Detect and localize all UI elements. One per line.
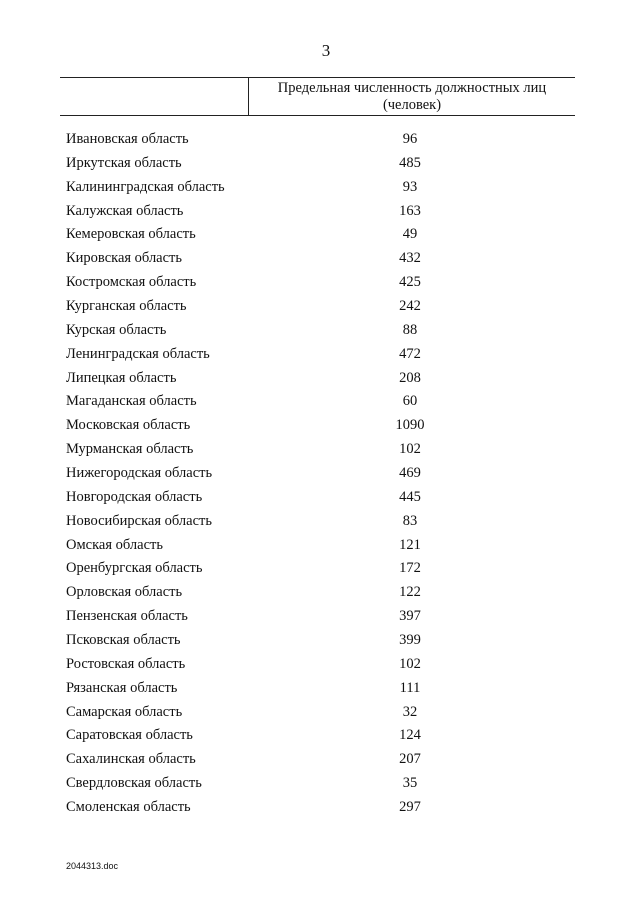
region-name: Самарская область <box>66 703 183 720</box>
table-row <box>0 247 640 271</box>
table-row <box>0 414 640 438</box>
official-count: 472 <box>399 345 421 362</box>
region-name: Костромская область <box>66 274 197 291</box>
table-row <box>0 367 640 391</box>
table-row <box>0 343 640 367</box>
region-name: Иркутская область <box>66 154 182 171</box>
table-row <box>0 605 640 629</box>
region-name: Смоленская область <box>66 799 191 816</box>
region-name: Новгородская область <box>66 488 203 505</box>
region-name: Калужская область <box>66 202 184 219</box>
table-row <box>0 271 640 295</box>
official-count: 469 <box>399 465 421 482</box>
region-name: Псковская область <box>66 632 181 649</box>
table-row <box>0 438 640 462</box>
region-name: Ростовская область <box>66 655 186 672</box>
table-row <box>0 748 640 772</box>
table-row <box>0 581 640 605</box>
official-count: 208 <box>399 369 421 386</box>
page-number: 3 <box>321 41 331 60</box>
table-row <box>0 557 640 581</box>
table-row <box>0 295 640 319</box>
official-count: 163 <box>399 202 421 219</box>
region-name: Кировская область <box>66 250 183 267</box>
region-name: Кемеровская область <box>66 226 196 243</box>
region-name: Курганская область <box>66 298 187 315</box>
table-row <box>0 772 640 796</box>
region-name: Липецкая область <box>66 369 177 386</box>
region-name: Курская область <box>66 321 167 338</box>
region-name: Оренбургская область <box>66 560 203 577</box>
official-count: 121 <box>399 536 421 553</box>
table-row <box>0 653 640 677</box>
table-row <box>0 390 640 414</box>
table-row <box>0 534 640 558</box>
official-count: 35 <box>402 775 418 792</box>
table-row <box>0 152 640 176</box>
official-count: 297 <box>399 799 421 816</box>
table-row <box>0 629 640 653</box>
official-count: 399 <box>399 632 421 649</box>
region-name: Калининградская область <box>66 178 225 195</box>
official-count: 397 <box>399 608 421 625</box>
table-row <box>0 176 640 200</box>
official-count: 60 <box>402 393 418 410</box>
header-column-title: Предельная численность должностных лиц (человек) <box>277 80 547 113</box>
region-name: Московская область <box>66 417 191 434</box>
region-name: Ивановская область <box>66 131 189 147</box>
official-count: 49 <box>402 226 418 243</box>
table-row <box>0 319 640 343</box>
official-count: 485 <box>399 154 421 171</box>
region-name: Свердловская область <box>66 775 202 792</box>
region-name: Магаданская область <box>66 393 197 410</box>
region-name: Омская область <box>66 536 163 553</box>
official-count: 242 <box>399 298 421 315</box>
table-row <box>0 462 640 486</box>
table-row <box>0 200 640 224</box>
table-row <box>0 677 640 701</box>
region-name: Пензенская область <box>66 608 188 625</box>
official-count: 83 <box>402 512 418 529</box>
region-name: Ленинградская область <box>66 345 210 362</box>
region-name: Новосибирская область <box>66 512 212 529</box>
official-count: 432 <box>399 250 421 267</box>
official-count: 124 <box>399 727 421 744</box>
official-count: 207 <box>399 751 421 768</box>
table-row <box>0 701 640 725</box>
header-bottom-rule <box>60 115 575 116</box>
table-row <box>0 724 640 748</box>
official-count: 425 <box>399 274 421 291</box>
table-body <box>0 128 640 820</box>
table-row <box>0 796 640 820</box>
official-count: 445 <box>399 488 421 505</box>
region-name: Саратовская область <box>66 727 193 744</box>
official-count: 102 <box>399 655 421 672</box>
official-count: 122 <box>399 584 421 601</box>
official-count: 111 <box>399 679 421 696</box>
region-name: Рязанская область <box>66 679 178 696</box>
table-row <box>0 223 640 247</box>
official-count: 102 <box>399 441 421 458</box>
footer-file-name: 2044313.doc <box>66 861 119 871</box>
region-name: Орловская область <box>66 584 183 601</box>
official-count: 172 <box>399 560 421 577</box>
region-name: Сахалинская область <box>66 751 196 768</box>
table-row <box>0 128 640 152</box>
official-count: 1090 <box>395 417 425 434</box>
region-name: Нижегородская область <box>66 465 213 482</box>
official-count: 88 <box>402 321 418 338</box>
official-count: 93 <box>402 178 418 195</box>
region-name: Мурманская область <box>66 441 194 458</box>
header-top-rule <box>60 77 575 78</box>
official-count: 96 <box>402 131 418 147</box>
table-row <box>0 486 640 510</box>
table-row <box>0 510 640 534</box>
official-count: 32 <box>402 703 418 720</box>
